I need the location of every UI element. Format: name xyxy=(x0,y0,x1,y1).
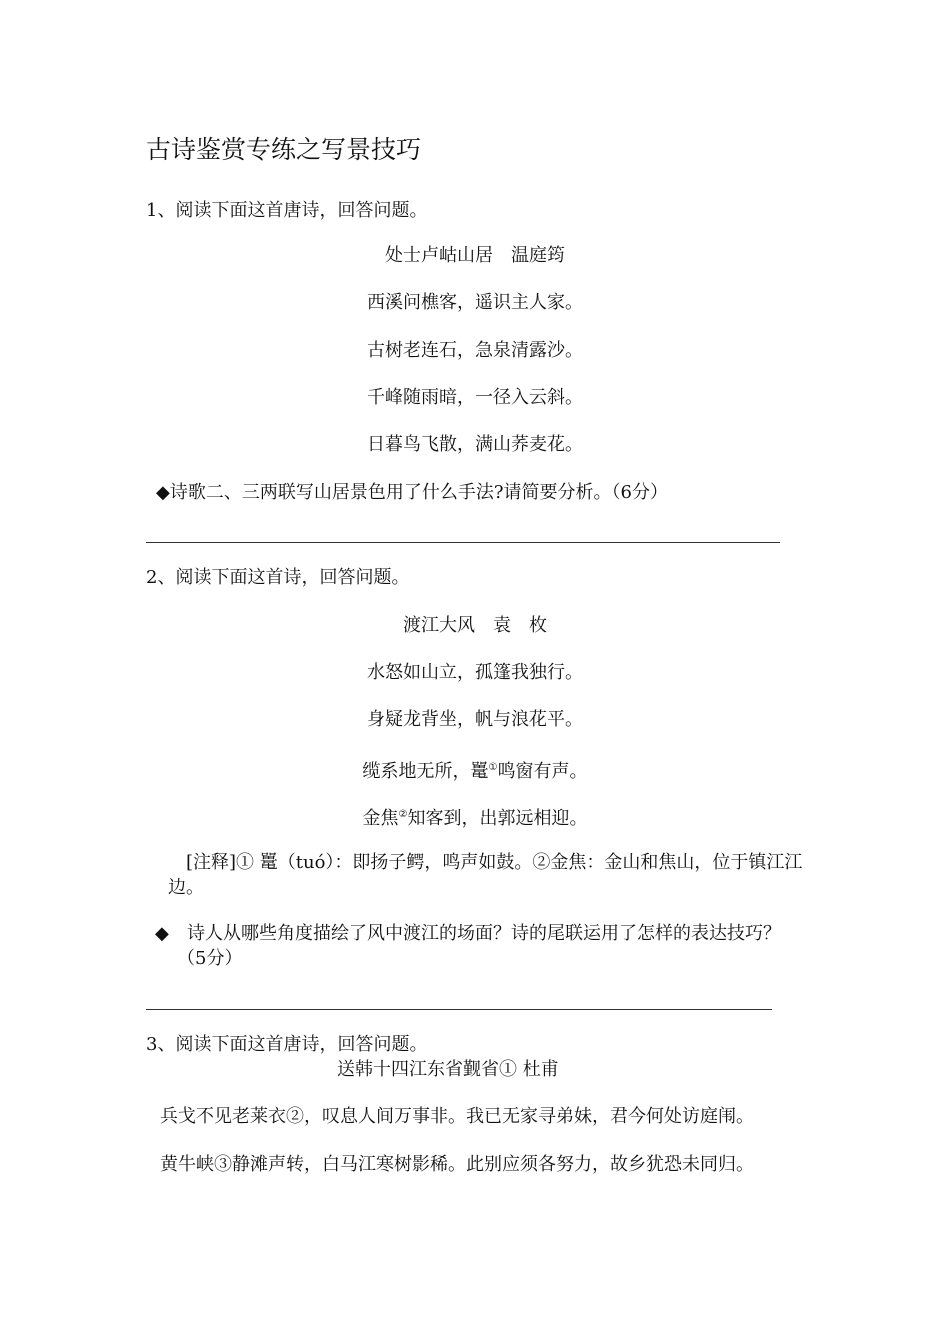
q2-line4-text: 金焦 xyxy=(362,808,399,829)
q3-prompt: 3、阅读下面这首唐诗，回答问题。 xyxy=(146,1034,428,1055)
q2-question: （5分） xyxy=(177,948,243,969)
q2-poem-line: 身疑龙背坐，帆与浪花平。 xyxy=(367,709,583,730)
q1-poem-line: 日暮鸟飞散，满山荞麦花。 xyxy=(367,434,583,455)
q2-note: [注释]① 鼍（tuó）：即扬子鳄，鸣声如鼓。②金焦：金山和焦山，位于镇江江 xyxy=(186,852,803,873)
q2-line4-text: 知客到，出郭远相迎。 xyxy=(407,808,588,829)
q2-poem-line xyxy=(0,756,950,784)
q3-poem-line: 兵戈不见老莱衣②，叹息人间万事非。我已无家寻弟妹，君今何处访庭闱。 xyxy=(160,1106,754,1127)
q1-poem-line: 古树老连石，急泉清露沙。 xyxy=(367,340,583,361)
q2-poem-line: 水怒如山立，孤篷我独行。 xyxy=(367,662,583,683)
q2-line3-text: 鸣窗有声。 xyxy=(497,761,588,782)
q3-poem-title: 送韩十四江东省觐省① 杜甫 xyxy=(337,1059,559,1080)
q1-poem-title: 处士卢岵山居 温庭筠 xyxy=(385,245,565,266)
bullet-icon: ◆ xyxy=(155,923,169,944)
q2-question: 诗人从哪些角度描绘了风中渡江的场面？诗的尾联运用了怎样的表达技巧？ xyxy=(187,923,781,944)
q2-answer-line xyxy=(146,1009,772,1010)
q2-poem-line xyxy=(0,803,950,831)
q3-poem-line: 黄牛峡③静滩声转，白马江寒树影稀。此别应须各努力，故乡犹恐未同归。 xyxy=(160,1154,754,1175)
q1-prompt: 1、阅读下面这首唐诗，回答问题。 xyxy=(146,200,428,221)
q1-question: ◆诗歌二、三两联写山居景色用了什么手法?请简要分析。（6分） xyxy=(156,482,668,503)
q2-poem-title: 渡江大风 袁 枚 xyxy=(403,615,547,636)
q2-prompt: 2、阅读下面这首诗，回答问题。 xyxy=(146,567,410,588)
note-marker: ① xyxy=(488,762,498,773)
q1-poem-line: 西溪问樵客，遥识主人家。 xyxy=(367,292,583,313)
q2-note: 边。 xyxy=(168,877,204,898)
q1-poem-line: 千峰随雨暗，一径入云斜。 xyxy=(367,387,583,408)
note-marker: ② xyxy=(398,809,408,820)
q2-line3-text: 缆系地无所，鼍 xyxy=(362,761,489,782)
q1-answer-line xyxy=(146,542,780,543)
page-title: 古诗鉴赏专练之写景技巧 xyxy=(146,135,422,164)
